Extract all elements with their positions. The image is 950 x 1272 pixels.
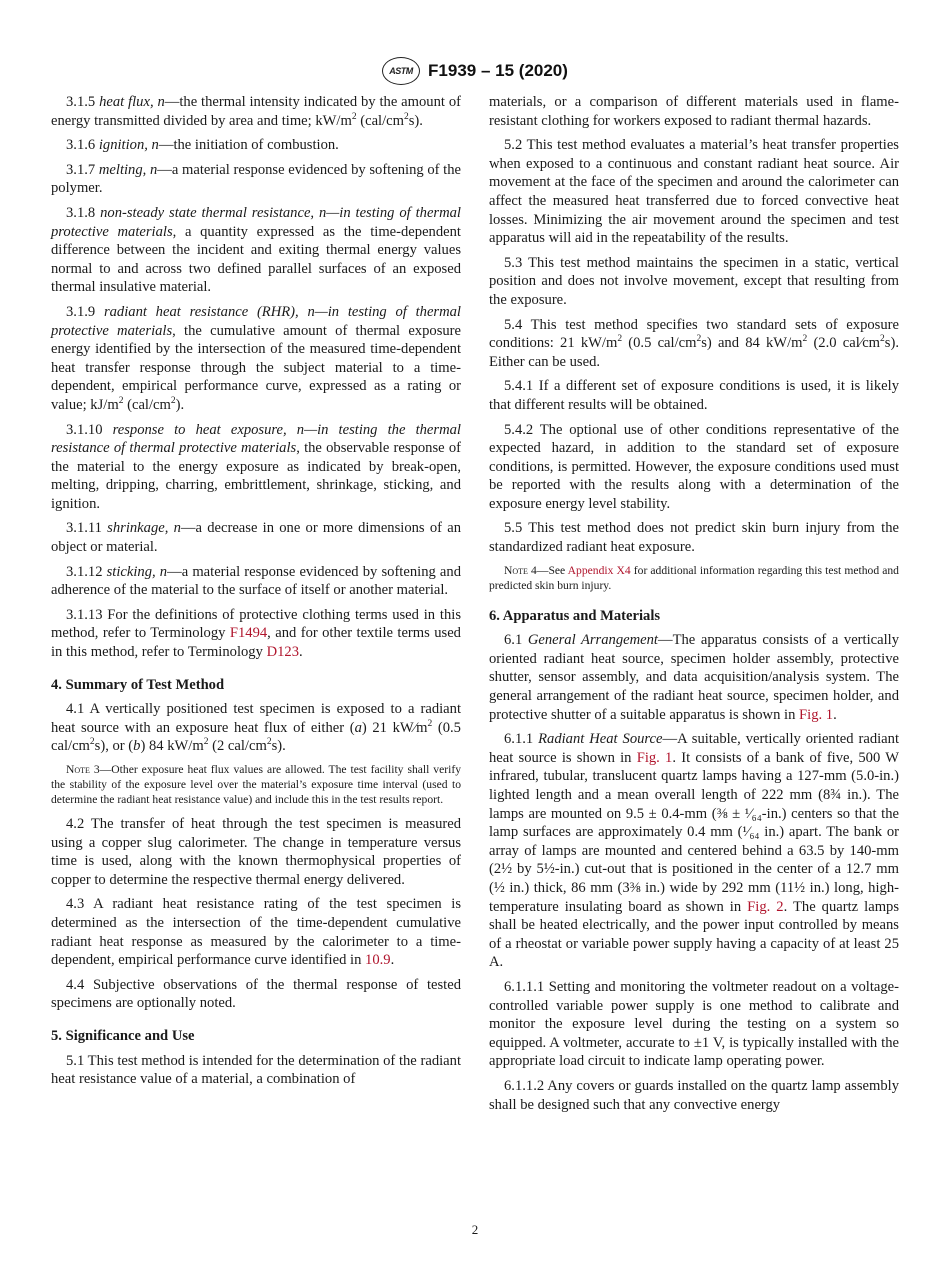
para-text: . — [833, 706, 837, 723]
superscript: 2 — [89, 737, 95, 748]
para-text: s) and 84 kW/m — [701, 335, 803, 352]
para-5-2: 5.2 This test method evaluates a material’s heat transfer properties when exposed to a continuous and constant radiant heat source. Air movement at the face of the specimen and around the calorimeter can affect the measured heat transferred due to forced convective heat losses. Minimizing the air movement around the specimen and test apparatus will aid in the repeatability of the results. — [489, 137, 899, 247]
para-text: , the cumulative amount of thermal exposure energy identified by the intersection of the measured time-dependent heat transfer response through the subject material to a time-dependent, empirical performance curve, expressed as a rating or value; kJ/m — [51, 322, 462, 413]
link-appendix-x4[interactable]: Appendix X4 — [567, 563, 631, 577]
item-letter: b — [133, 738, 141, 755]
note-label: Note — [504, 563, 528, 577]
para-text: (cal/cm — [123, 396, 171, 413]
term: General Arrangement — [527, 632, 658, 649]
link-fig-2[interactable]: Fig. 2 — [747, 898, 784, 915]
para-5-4-1: 5.4.1 If a different set of exposure conditions is used, it is likely that different results will be obtained. — [489, 378, 899, 413]
para-text: —the thermal intensity indicated by the amount of energy transmitted divided by area and time; kW/m — [51, 94, 461, 129]
term: non-steady state thermal resistance, n—in testing of thermal protective materials — [51, 204, 461, 240]
para-text: —a decrease in one or more dimensions of an object or material. — [51, 520, 461, 556]
term: ignition, n — [98, 137, 159, 154]
para-text: —the initiation of combustion. — [158, 137, 339, 154]
para-text: , and for other textile terms used in this method, refer to Terminology — [51, 625, 461, 661]
left-column — [51, 93, 461, 1095]
para-5-4-2: 5.4.2 The optional use of other conditions representative of the expected hazard, in addition to the standard set of exposure conditions, is permitted. However, the exposure conditions used must be reported with the results along with a determination of the exposure energy level stability. — [489, 421, 899, 512]
para-text: s). Either can be used. — [489, 335, 899, 370]
para-text: —a material response evidenced by softening of the polymer. — [51, 161, 462, 197]
section-heading-6: 6. Apparatus and Materials — [489, 607, 661, 624]
para-text: . — [390, 952, 395, 969]
para-text: (0.5 cal/cm — [622, 335, 697, 352]
note-text: 4—See — [527, 563, 568, 577]
page-header — [0, 56, 950, 86]
para-num: 3.1.11 — [66, 520, 108, 537]
term: sticking, n — [106, 563, 168, 580]
para-text: s). — [271, 738, 286, 755]
superscript: 2 — [404, 111, 409, 122]
superscript: 2 — [427, 718, 433, 729]
link-d123[interactable]: D123 — [266, 644, 299, 661]
para-4-1 — [51, 700, 461, 756]
para-num: 3.1.10 — [66, 421, 113, 438]
para-text: , a quantity expressed as the time-dependent difference between the incident and exiting thermal energy values normal to and across two defined parallel surfaces of an exposed thermal insulative material. — [51, 223, 461, 296]
para-num: 3.1.5 — [66, 94, 100, 110]
para-text: ). — [175, 396, 185, 413]
para-3-1-11 — [51, 519, 461, 556]
term: response to heat exposure, n—in testing the thermal resistance of thermal protective materials — [51, 421, 461, 457]
para-5-1: 5.1 This test method is intended for the determination of the radiant heat resistance value of a material, a combination of — [51, 1052, 461, 1088]
para-num: 6.1 — [504, 632, 528, 649]
note-text: for additional information regarding this test method and predicted skin burn injury. — [489, 563, 899, 592]
para-text: 4.3 A radiant heat resistance rating of the test specimen is determined as the intersection of the time-dependent cumulative radiant heat response as measured by the calorimeter to a time-dependent, empirical performance curve identified in — [51, 896, 461, 969]
para-text: , the observable response of the material to the energy exposure as indicated by break-open, melting, dripping, charring, embrittlement, shrinkage, sticking, and ignition. — [51, 440, 461, 512]
para-text: —A suitable, vertically oriented radiant heat source is shown in — [489, 731, 899, 766]
para-num: 3.1.7 — [66, 161, 99, 178]
superscript: 2 — [203, 737, 209, 748]
para-6-1-1-1: 6.1.1.1 Setting and monitoring the voltmeter readout on a voltage-controlled variable power supply is one method to calibrate and monitor the exposure level during the testing on a system so equipped. A voltmeter, accurate to ±1 V, is typically installed with the appropriate load circuit to indicate lamp operating power. — [489, 978, 899, 1070]
para-text: ) 84 kW/m — [140, 738, 204, 755]
link-f1494[interactable]: F1494 — [229, 625, 268, 642]
right-column — [489, 93, 899, 1120]
section-heading-4: 4. Summary of Test Method — [51, 676, 225, 693]
logo-text: ASTM — [389, 66, 413, 76]
para-text: s), or ( — [94, 738, 134, 755]
para-text: . — [299, 644, 303, 661]
term: heat flux, n — [99, 94, 165, 110]
term: radiant heat resistance (RHR), n—in testing of thermal protective materials — [51, 303, 461, 339]
superscript: 2 — [351, 111, 357, 122]
para-text: 5.4 This test method specifies two standard sets of exposure conditions: 21 kW/m — [489, 316, 899, 352]
para-num: 3.1.12 — [66, 563, 107, 580]
para-3-1-12 — [51, 563, 461, 600]
superscript: 2 — [802, 334, 808, 345]
para-text: s). — [408, 112, 423, 129]
para-num: 3.1.8 — [66, 204, 101, 221]
term: shrinkage, n — [107, 520, 181, 537]
para-3-1-8 — [51, 204, 461, 297]
superscript: 2 — [118, 396, 124, 407]
para-text: —a material response evidenced by softening and adherence of the material to the surface of itself or another material. — [51, 563, 461, 599]
para-3-1-13 — [51, 606, 461, 662]
document-id: F1939 – 15 (2020) — [428, 61, 568, 80]
para-text: 3.1.13 For the definitions of protective clothing terms used in this method, refer to Terminology — [51, 606, 461, 642]
para-3-1-5 — [51, 93, 461, 130]
para-6-1-1 — [489, 730, 899, 972]
link-10-9[interactable]: 10.9 — [365, 952, 391, 969]
para-5-5: 5.5 This test method does not predict skin burn injury from the standardized radiant heat exposure. — [489, 520, 899, 556]
astm-logo — [382, 57, 420, 85]
para-num: 3.1.9 — [66, 303, 104, 320]
para-text: —The apparatus consists of a vertically oriented radiant heat source, specimen holder assembly, protective shutter, sensor assembly, and data acquisition/analysis system. The general arrangement of the radiant heat source, specimen holder, and protective shutter of a suitable apparatus is shown in — [489, 632, 900, 723]
term: Radiant Heat Source — [538, 731, 663, 748]
note-3 — [51, 762, 461, 807]
para-3-1-6 — [51, 136, 461, 155]
para-4-2: 4.2 The transfer of heat through the test specimen is measured using a copper slug calorimeter. The change in temperature versus time is used, along with the known thermophysical properties of copper to determine the respective thermal energy delivered. — [51, 816, 461, 888]
para-text: ) 21 kW⁄m — [361, 719, 428, 736]
page-number: 2 — [471, 1222, 479, 1237]
para-num: 6.1.1 — [504, 731, 539, 748]
para-5-3: 5.3 This test method maintains the specimen in a static, vertical position and does not involve movement, except that resulting from the exposure. — [489, 254, 899, 308]
para-3-1-7 — [51, 161, 461, 198]
item-letter: a — [354, 719, 362, 736]
para-6-1-1-2: 6.1.1.2 Any covers or guards installed on the quartz lamp assembly shall be designed such that any convective energy — [489, 1077, 899, 1113]
note-label: Note — [66, 763, 90, 776]
para-text: 4.1 A vertically positioned test specimen is exposed to a radiant heat source with an exposure heat flux of either ( — [51, 701, 461, 736]
para-text: (2.0 cal⁄cm — [807, 335, 881, 352]
para-num: 3.1.6 — [66, 137, 99, 154]
note-4 — [489, 563, 899, 593]
para-3-1-10 — [51, 421, 461, 514]
para-text: (cal/cm — [356, 112, 404, 129]
superscript: 2 — [696, 334, 702, 345]
superscript: 2 — [880, 334, 885, 345]
para-6-1 — [489, 631, 899, 724]
superscript: 2 — [617, 334, 623, 345]
para-4-3 — [51, 895, 461, 969]
para-text: . It consists of a bank of five, 500 W infrared, tubular, translucent quartz lamps having a 127-mm (5.0-in.) lighted length and a mean overall length of 222 mm (8¾ in.). The lamps are mounted on 9.5 ± 0.4-mm (⅜ ± ¹⁄₆₄-in.) centers so that the lamp surfaces are approximately 0.4 mm (¹⁄₆₄ in.) apart. The bank or array of lamps are mounted and centered behind a 63.5 by 140-mm (2½ by 5½-in.) cut-out that is positioned in the center of a 12.7 mm (½ in.) thick, 86 mm (3⅜ in.) wide by 292 mm (11½ in.) long, high-temperature insulating board as shown in — [489, 749, 900, 915]
superscript: 2 — [170, 396, 176, 407]
link-fig-1[interactable]: Fig. 1 — [799, 706, 834, 723]
link-fig-1[interactable]: Fig. 1 — [636, 749, 673, 766]
para-4-4: 4.4 Subjective observations of the thermal response of tested specimens are optionally noted. — [51, 976, 461, 1012]
term: melting, n — [98, 161, 158, 178]
para-text: . The quartz lamps shall be heated electrically, and the power input controlled by means of a rheostat or variable power supply having a capacity of at least 25 A. — [489, 898, 900, 971]
note-text: 3—Other exposure heat flux values are allowed. The test facility shall verify the stability of the exposure level over the material’s exposure time interval (used to determine the radiant heat resistance value) and include this in the test results report. — [51, 763, 461, 806]
superscript: 2 — [266, 737, 272, 748]
para-text: (0.5 cal/cm — [51, 719, 461, 755]
para-5-4 — [489, 316, 899, 372]
section-heading-5: 5. Significance and Use — [51, 1027, 195, 1044]
para-text: (2 cal/cm — [208, 738, 267, 755]
para-5-1-continued: materials, or a comparison of different materials used in flame-resistant clothing for workers exposed to radiant thermal hazards. — [489, 94, 899, 129]
para-3-1-9 — [51, 303, 461, 415]
